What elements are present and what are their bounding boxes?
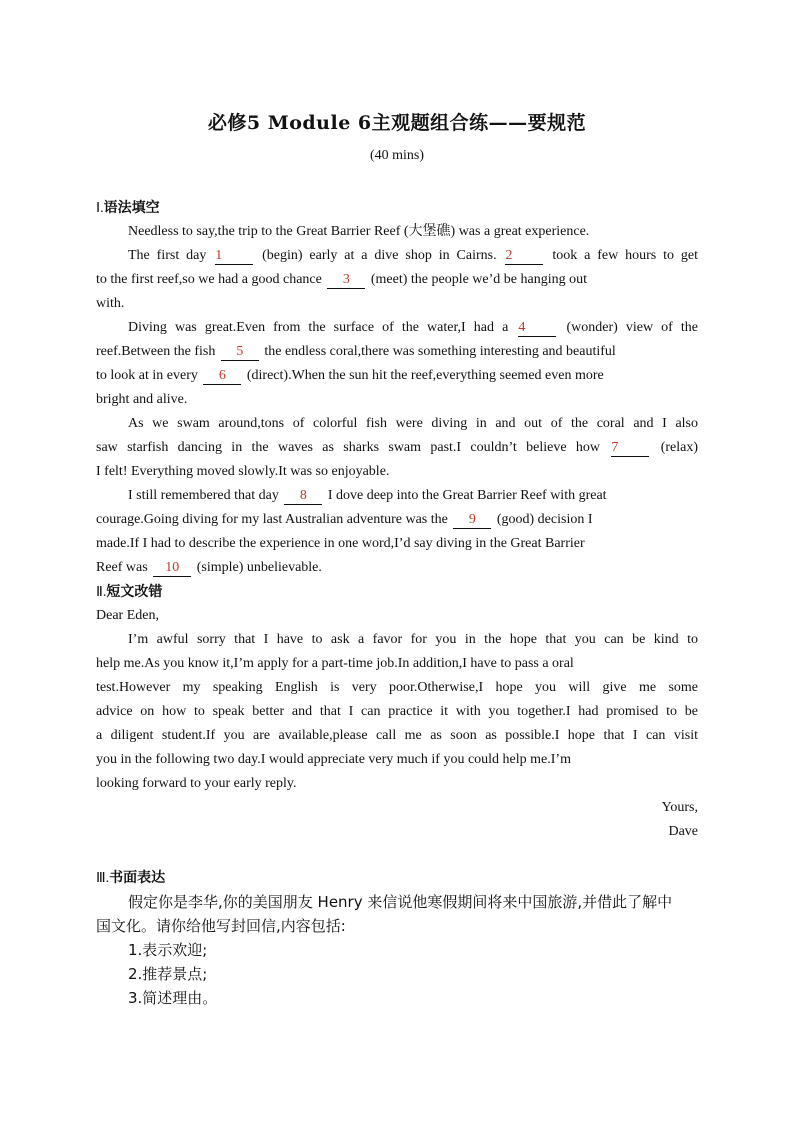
passage-line [96,268,698,292]
answer-blank-6[interactable]: 6 [203,368,241,385]
passage-line [96,220,698,244]
passage-text: bright and alive. [96,392,188,407]
section3-heading [96,866,698,890]
writing-item-1: 1.表示欢迎; [128,941,208,959]
writing-task [96,866,698,1010]
error-correction-passage [96,628,698,796]
section3-title: 书面表达 [109,870,166,886]
passage-line [96,508,698,532]
passage-line [96,364,698,388]
passage-text: Diving was great.Even from the surface of the water,I had a [128,320,517,335]
passage-text: I felt! Everything moved slowly.It was so enjoyable. [96,464,390,479]
grammar-fill-passage [96,220,698,580]
worksheet-body [96,196,698,844]
section3-numeral: Ⅲ. [96,871,110,886]
passage-text: Needless to say,the trip to the Great Barrier Reef (大堡礁) was a great experience. [128,224,590,239]
passage-text: (meet) the people we’d be hanging out [367,272,588,287]
passage-line [96,244,698,268]
section1-numeral: Ⅰ. [96,201,104,216]
answer-blank-3[interactable]: 3 [327,272,365,289]
answer-blank-10[interactable]: 10 [153,560,191,577]
passage-text: the endless coral,there was something interesting and beautiful [260,344,616,359]
letter-line: a diligent student.If you are available,please call me as soon as possible.I hope that I can visit [96,728,698,743]
answer-blank-8[interactable]: 8 [284,488,322,505]
letter-line: advice on how to speak better and that I can practice it with you together.I had promised to be [96,704,698,719]
letter-line: I’m awful sorry that I have to ask a favor for you in the hope that you can be kind to [128,632,698,647]
time-limit: (40 mins) [369,148,425,163]
page-title: 必修5 Module 6主观题组合练——要规范 [207,112,587,134]
passage-text: (good) decision I [493,512,593,527]
passage-text: reef.Between the fish [96,344,219,359]
passage-text: As we swam around,tons of colorful fish were diving in and out of the coral and I also [128,416,698,431]
passage-line [96,316,698,340]
passage-text: courage.Going diving for my last Australian adventure was the [96,512,452,527]
passage-line [96,412,698,436]
letter-salutation: Dear Eden, [96,608,159,623]
letter-line: test.However my speaking English is very poor.Otherwise,I hope you will give me some [96,680,698,695]
section2-heading [96,580,698,604]
answer-blank-7[interactable]: 7 [611,440,649,457]
passage-text: took a few hours to get [545,248,698,263]
answer-blank-2[interactable]: 2 [505,248,543,265]
passage-text: made.If I had to describe the experience in one word,I’d say diving in the Great Barrier [96,536,585,551]
section1-heading [96,196,698,220]
answer-blank-9[interactable]: 9 [453,512,491,529]
answer-blank-4[interactable]: 4 [518,320,556,337]
letter-line: you in the following two day.I would appreciate very much if you could help me.I’m [96,752,571,767]
passage-text: (simple) unbelievable. [193,560,322,575]
passage-text: (direct).When the sun hit the reef,everything seemed even more [243,368,604,383]
letter-closing: Yours, [661,800,698,815]
passage-text: I dove deep into the Great Barrier Reef with great [324,488,607,503]
letter-signature: Dave [668,824,698,839]
passage-line [96,292,698,316]
answer-blank-5[interactable]: 5 [221,344,259,361]
writing-item-3: 3.简述理由。 [128,989,218,1007]
passage-text: to the first reef,so we had a good chance [96,272,326,287]
passage-line [96,484,698,508]
answer-blank-1[interactable]: 1 [215,248,253,265]
passage-text: saw starfish dancing in the waves as sharks swam past.I couldn’t believe how [96,440,610,455]
passage-text: (relax) [651,440,698,455]
passage-line [96,460,698,484]
writing-item-2: 2.推荐景点; [128,965,208,983]
writing-prompt-line1: 假定你是李华,你的美国朋友 Henry 来信说他寒假期间将来中国旅游,并借此了解中 [128,893,673,911]
passage-line [96,388,698,412]
passage-text: The first day [128,248,214,263]
letter-line: looking forward to your early reply. [96,776,297,791]
letter-line: help me.As you know it,I’m apply for a part-time job.In addition,I have to pass a oral [96,656,574,671]
writing-prompt-line2: 国文化。请你给他写封回信,内容包括: [96,917,346,935]
passage-text: to look at in every [96,368,202,383]
passage-line [96,532,698,556]
passage-text: Reef was [96,560,152,575]
passage-text: (wonder) view of the [558,320,698,335]
section1-title: 语法填空 [103,200,160,216]
passage-text: with. [96,296,125,311]
passage-text: I still remembered that day [128,488,283,503]
passage-line [96,340,698,364]
section2-title: 短文改错 [106,584,163,600]
passage-line [96,436,698,460]
passage-text: (begin) early at a dive shop in Cairns. [255,248,504,263]
passage-line [96,556,698,580]
section2-numeral: Ⅱ. [96,585,107,600]
